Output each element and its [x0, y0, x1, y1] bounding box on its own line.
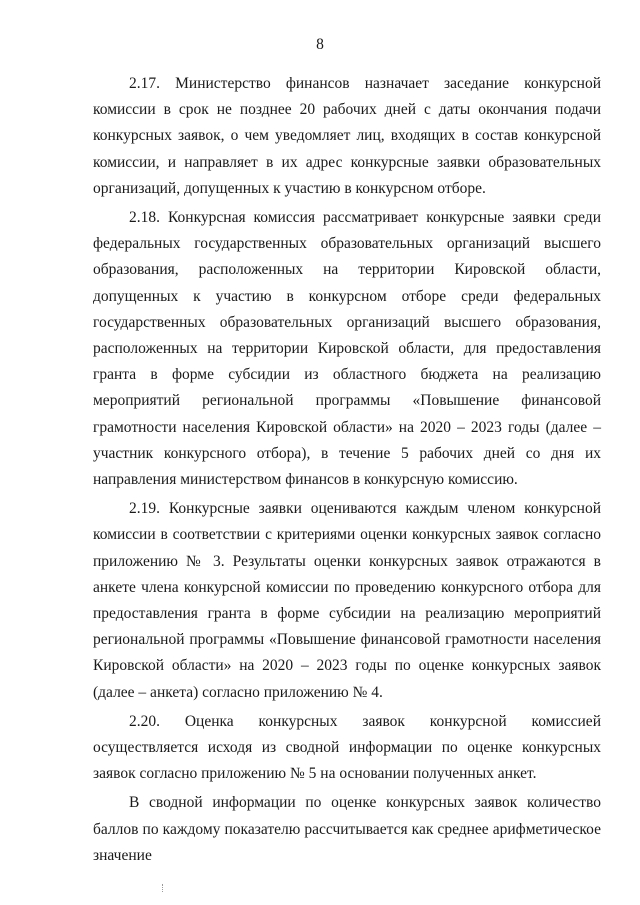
paragraph-2-20-continuation: В сводной информации по оценке конкурсных заявок количество баллов по каждому показателю рассчитывается как среднее арифметическое значение: [93, 794, 601, 864]
scan-artifact: [162, 884, 165, 892]
paragraph-2-18: 2.18. Конкурсная комиссия рассматривает конкурсные заявки среди федеральных государственных образовательных организаций высшего образования, расположенных на территории Кировской области, допущенных к участию в конкурсном отборе среди федеральных государственных образовательных организаций высшего образования, расположенных на территории Кировской области, для предоставления гранта в форме субсидии из областного бюджета на реализацию мероприятий региональной программы «Повышение финансовой грамотности населения Кировской области» на 2020 – 2023 годы (далее – участник конкурсного отбора), в течение 5 рабочих дней со дня их направления министерством финансов в конкурсную комиссию.: [93, 209, 601, 489]
page-number: 8: [316, 36, 324, 53]
paragraph-2-19: 2.19. Конкурсные заявки оцениваются каждым членом конкурсной комиссии в соответствии с критериями оценки конкурсных заявок согласно приложению № 3. Результаты оценки конкурсных заявок отражаются в анкете члена конкурсной комиссии по проведению конкурсного отбора для предоставления гранта в форме субсидии на реализацию мероприятий региональной программы «Повышение финансовой грамотности населения Кировской области» на 2020 – 2023 годы по оценке конкурсных заявок (далее – анкета) согласно приложению № 4.: [93, 500, 601, 701]
document-body: [93, 71, 601, 869]
paragraph-2-20: 2.20. Оценка конкурсных заявок конкурсной комиссией осуществляется исходя из сводной информации по оценке конкурсных заявок согласно приложению № 5 на основании полученных анкет.: [93, 712, 601, 783]
paragraph-2-17: 2.17. Министерство финансов назначает заседание конкурсной комиссии в срок не позднее 20 рабочих дней с даты окончания подачи конкурсных заявок, о чем уведомляет лиц, входящих в состав конкурсной комиссии, и направляет в их адрес конкурсные заявки образовательных организаций, допущенных к участию в конкурсном отборе.: [93, 75, 601, 197]
